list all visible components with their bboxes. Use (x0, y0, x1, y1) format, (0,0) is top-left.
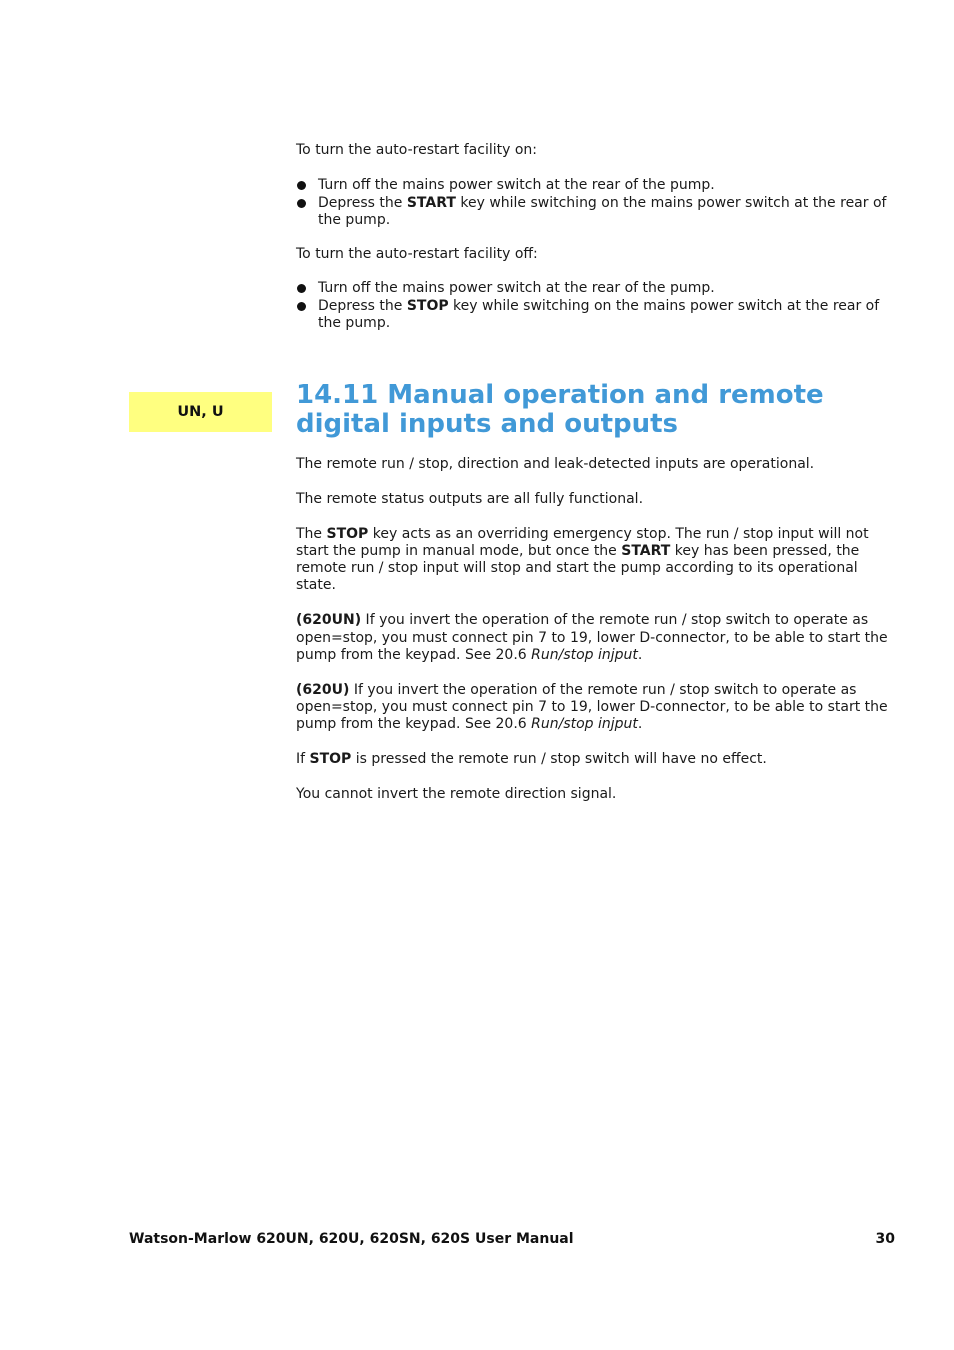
paragraph: (620UN) If you invert the operation of the remote run / stop switch to operate as open=stop, you must connect pin 7 to 19, lower D-connector, to be able to start the pump from the keypad. See 20.6 Run/stop injput. (296, 612, 888, 663)
bullet-icon (297, 302, 306, 311)
paragraph: The remote status outputs are all fully functional. (296, 490, 644, 507)
section-body (296, 456, 896, 803)
paragraph: The remote run / stop, direction and leak-detected inputs are operational. (296, 456, 815, 472)
bullet-icon (297, 199, 306, 208)
paragraph: If STOP is pressed the remote run / stop switch will have no effect. (296, 751, 767, 768)
cross-reference: Run/stop injput (531, 646, 638, 663)
auto-restart-off-list (296, 280, 896, 332)
paragraph: You cannot invert the remote direction signal. (296, 785, 617, 802)
page-number: 30 (875, 1231, 895, 1247)
auto-restart-on-intro: To turn the auto-restart facility on: (296, 142, 538, 158)
list-item: Turn off the mains power switch at the rear of the pump. (296, 280, 896, 297)
bullet-icon (297, 284, 306, 293)
cross-reference: Run/stop injput (531, 716, 638, 733)
list-item: Depress the START key while switching on the mains power switch at the rear of the pump. (296, 195, 896, 230)
auto-restart-off-intro: To turn the auto-restart facility off: (296, 246, 538, 263)
footer-title: Watson-Marlow 620UN, 620U, 620SN, 620S User Manual (129, 1231, 574, 1247)
auto-restart-on-list (296, 177, 896, 229)
list-item: Turn off the mains power switch at the rear of the pump. (296, 177, 896, 194)
paragraph: The STOP key acts as an overriding emergency stop. The run / stop input will not start the pump in manual mode, but once the START key has been pressed, the remote run / stop input will stop and start the pump according to its operational state. (296, 525, 869, 594)
list-item: Depress the STOP key while switching on the mains power switch at the rear of the pump. (296, 298, 896, 333)
paragraph: (620U) If you invert the operation of the remote run / stop switch to operate as open=stop, you must connect pin 7 to 19, lower D-connector, to be able to start the pump from the keypad. See 20.6 Run/stop injput. (296, 681, 888, 733)
section-heading: 14.11 Manual operation and remote digital inputs and outputs (296, 380, 824, 439)
auto-restart-section (296, 142, 896, 332)
bullet-icon (297, 181, 306, 190)
model-applicability-tag: UN, U (129, 392, 272, 432)
page-footer (129, 1231, 895, 1247)
